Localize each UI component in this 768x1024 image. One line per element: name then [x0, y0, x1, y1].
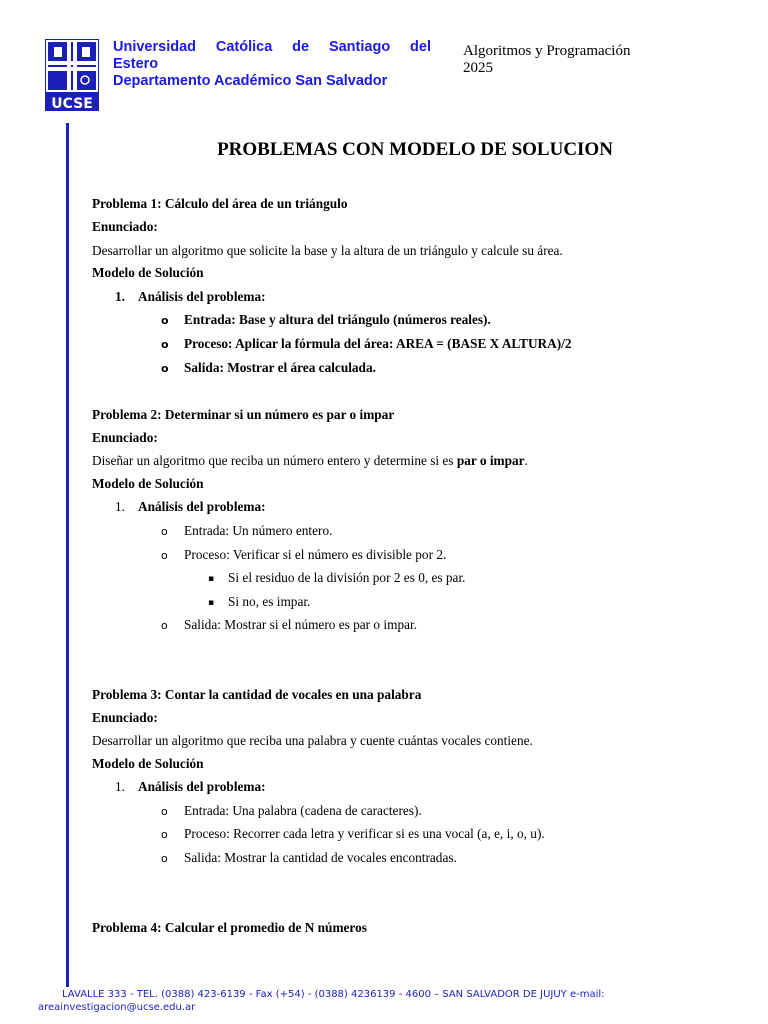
- problem-2-sub1: [208, 570, 465, 587]
- problem-1-step: [115, 289, 266, 305]
- problem-3-salida: [161, 850, 457, 867]
- university-line2: Estero: [113, 56, 159, 72]
- step-number: 1.: [115, 499, 125, 514]
- page-title: PROBLEMAS CON MODELO DE SOLUCION: [217, 139, 613, 160]
- logo-text: UCSE: [51, 96, 93, 111]
- left-margin-rule: [66, 123, 69, 987]
- problem-3-heading: Problema 3: Contar la cantidad de vocales en una palabra: [92, 687, 422, 702]
- course-info: [463, 43, 630, 77]
- page-footer: [38, 988, 738, 1014]
- problem-4-heading: Problema 4: Calcular el promedio de N números: [92, 920, 367, 935]
- problem-1-enunciado-label: Enunciado:: [92, 219, 158, 234]
- ucse-logo: [45, 39, 99, 111]
- step-label: Análisis del problema:: [138, 499, 266, 514]
- footer-address: LAVALLE 333 - TEL. (0388) 423-6139 - Fax (+54) - (0388) 4236139 - 4600 – SAN SALVADOR DE JUJUY e-mail:: [62, 989, 605, 1000]
- problem-3-modelo-label: Modelo de Solución: [92, 756, 204, 771]
- bullet-icon: o: [161, 338, 169, 351]
- bullet-icon: o: [161, 549, 168, 562]
- list-item-text: Proceso: Aplicar la fórmula del área: AREA = (BASE X ALTURA)/2: [184, 336, 572, 351]
- list-item-text: Si no, es impar.: [228, 594, 311, 609]
- department-name: Departamento Académico San Salvador: [113, 73, 388, 89]
- list-item-text: Salida: Mostrar el área calculada.: [184, 360, 376, 375]
- problem-3-enunciado-label: Enunciado:: [92, 710, 158, 725]
- problem-1-heading: Problema 1: Cálculo del área de un triángulo: [92, 196, 348, 211]
- square-bullet-icon: ▪: [208, 598, 215, 608]
- problem-2-enunciado-label: Enunciado:: [92, 430, 158, 445]
- bullet-icon: o: [161, 852, 168, 865]
- list-item-text: Si el residuo de la división por 2 es 0, es par.: [228, 570, 466, 585]
- problem-3-enunciado: Desarrollar un algoritmo que reciba una palabra y cuente cuántas vocales contiene.: [92, 733, 533, 748]
- step-label: Análisis del problema:: [138, 289, 266, 304]
- university-name: [113, 39, 431, 90]
- problem-2-proceso: [161, 547, 446, 564]
- course-year: 2025: [463, 60, 493, 76]
- problem-2-step: [115, 499, 266, 515]
- bullet-icon: o: [161, 805, 168, 818]
- problem-3-proceso: [161, 826, 545, 843]
- step-label: Análisis del problema:: [138, 779, 266, 794]
- bullet-icon: o: [161, 362, 169, 375]
- step-number: 1.: [115, 289, 125, 304]
- problem-3-step: [115, 779, 266, 795]
- list-item-text: Proceso: Recorrer cada letra y verificar si es una vocal (a, e, i, o, u).: [184, 826, 545, 841]
- problem-2-sub2: [208, 594, 310, 611]
- problem-1-modelo-label: Modelo de Solución: [92, 265, 204, 280]
- bullet-icon: o: [161, 314, 169, 327]
- bullet-icon: o: [161, 525, 168, 538]
- list-item-text: Entrada: Base y altura del triángulo (números reales).: [184, 312, 491, 327]
- university-line1: Universidad Católica de Santiago del: [113, 39, 431, 55]
- problem-1-entrada: [161, 312, 491, 329]
- list-item-text: Salida: Mostrar si el número es par o impar.: [184, 617, 418, 632]
- course-name: Algoritmos y Programación: [463, 43, 631, 59]
- problem-1-salida: [161, 360, 376, 377]
- problem-2-salida: [161, 617, 417, 634]
- step-number: 1.: [115, 779, 125, 794]
- square-bullet-icon: ▪: [208, 574, 215, 584]
- bullet-icon: o: [161, 619, 168, 632]
- problem-2-heading: Problema 2: Determinar si un número es par o impar: [92, 407, 395, 422]
- list-item-text: Proceso: Verificar si el número es divisible por 2.: [184, 547, 447, 562]
- problem-3-entrada: [161, 803, 422, 820]
- problem-1-enunciado: Desarrollar un algoritmo que solicite la base y la altura de un triángulo y calcule su área.: [92, 243, 563, 258]
- problem-2-modelo-label: Modelo de Solución: [92, 476, 204, 491]
- enunciado-period: .: [524, 453, 528, 468]
- list-item-text: Entrada: Un número entero.: [184, 523, 333, 538]
- problem-1-proceso: [161, 336, 572, 353]
- list-item-text: Salida: Mostrar la cantidad de vocales encontradas.: [184, 850, 457, 865]
- footer-email: areainvestigacion@ucse.edu.ar: [38, 1002, 196, 1013]
- problem-2-enunciado: [92, 453, 528, 469]
- bullet-icon: o: [161, 828, 168, 841]
- list-item-text: Entrada: Una palabra (cadena de caracteres).: [184, 803, 422, 818]
- enunciado-text: Diseñar un algoritmo que reciba un número entero y determine si es: [92, 453, 457, 468]
- problem-2-entrada: [161, 523, 332, 540]
- enunciado-emphasis: par o impar: [456, 453, 525, 468]
